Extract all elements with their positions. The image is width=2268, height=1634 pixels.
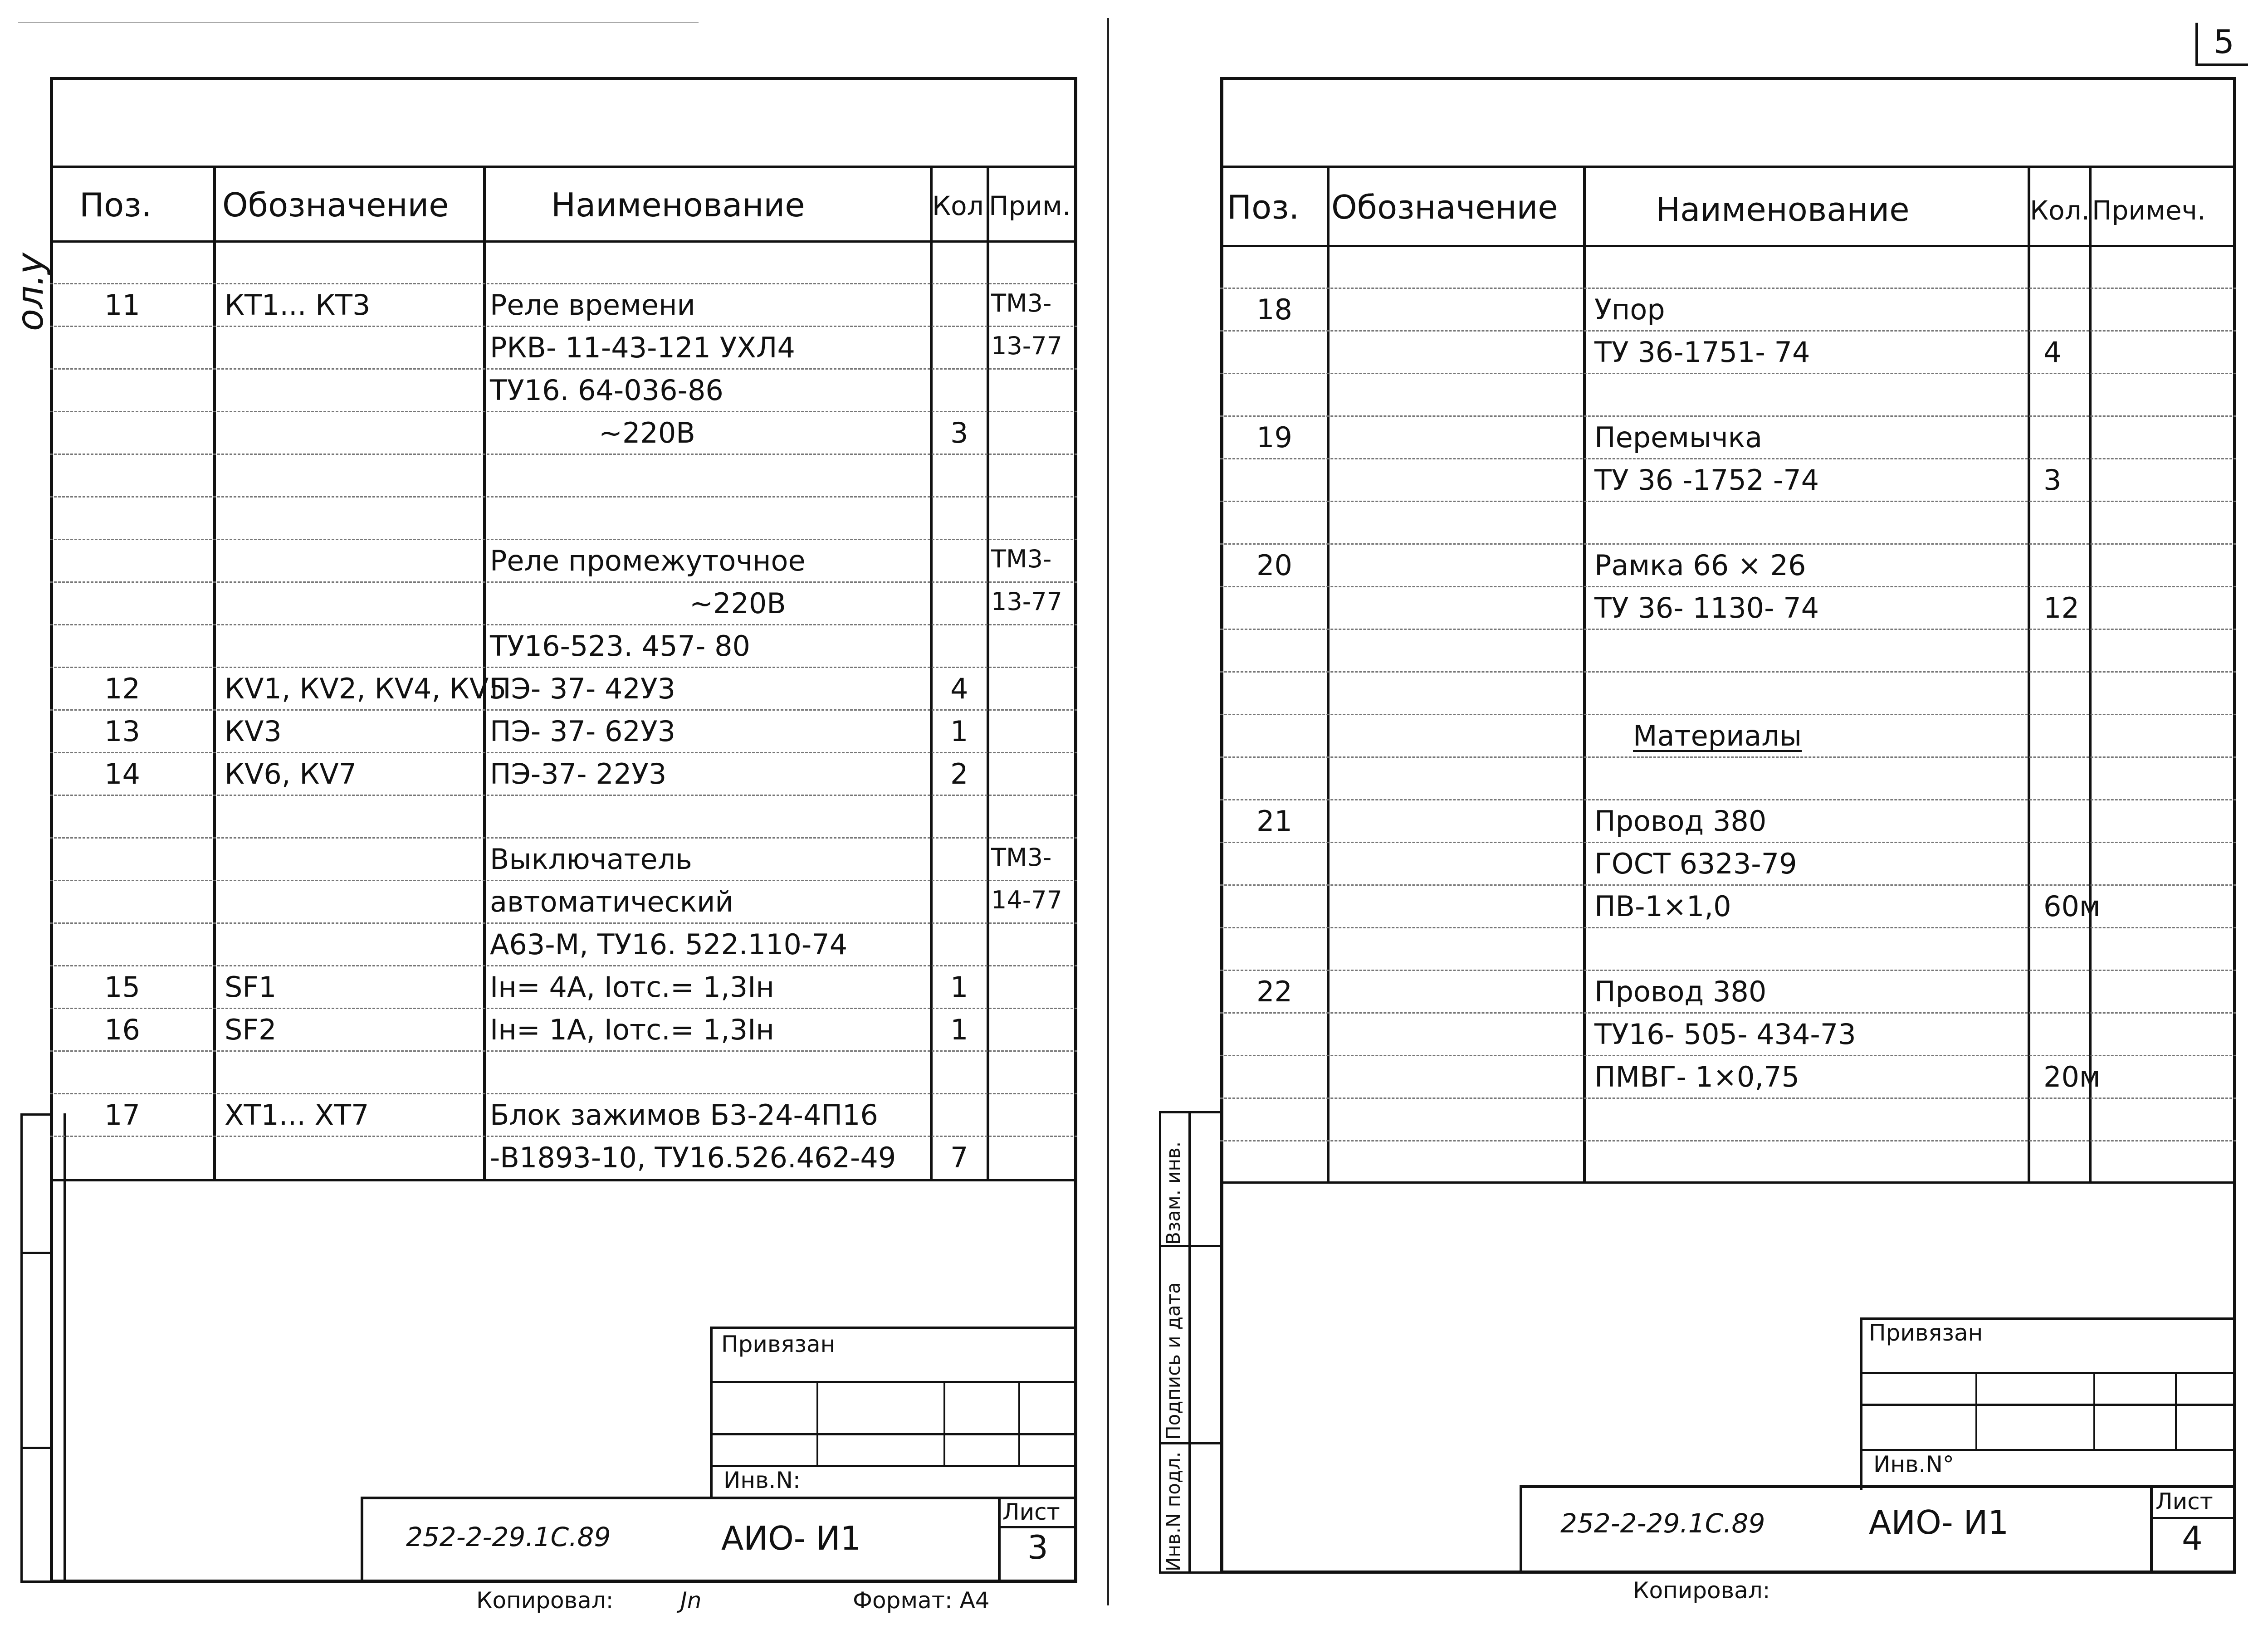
left-row-line [50,581,1077,583]
right-linked-label: Привязан [1869,1320,1983,1346]
right-row-line [1220,884,2236,886]
left-row-line [50,411,1077,412]
left-inv-label: Инв.N: [723,1467,801,1493]
right-cell-name: ГОСТ 6323-79 [1594,847,1797,880]
left-header-qty: Кол. [932,190,992,221]
right-cell-name: Провод 380 [1594,805,1767,838]
left-cell-note: ТМ3- [991,843,1052,872]
right-cell-name: ТУ 36 -1752 -74 [1594,463,1819,497]
right-row-line [1220,756,2236,758]
right-linked-col [2175,1372,2177,1449]
left-footer-copied: Копировал: [476,1587,614,1614]
left-cell-name: Iн= 1А, Iотс.= 1,3Iн [490,1013,774,1046]
left-cell-pos: 11 [104,288,140,322]
left-cell-note: ТМ3- [991,545,1052,573]
left-row-line [50,283,1077,284]
right-table-bottom [1220,1181,2236,1184]
center-fold-line [1107,18,1109,1605]
left-cell-name: ТУ16. 64-036-86 [490,374,723,407]
left-title-divider [998,1497,1001,1583]
right-sheet-number: 4 [2182,1519,2203,1557]
left-footer-format: Формат: А4 [853,1587,990,1614]
right-cell-name: ПВ-1×1,0 [1594,890,1731,923]
right-cell-pos: 21 [1256,805,1292,838]
right-header-name: Наименование [1656,190,1910,229]
right-header-note: Примеч. [2092,195,2206,226]
right-cell-name: Упор [1594,293,1665,326]
left-stamp-doc: АИО- И1 [721,1519,861,1557]
right-cell-pos: 20 [1256,549,1292,582]
left-row-line [50,922,1077,924]
left-cell-qty: 2 [950,757,968,790]
right-cell-name: Провод 380 [1594,975,1767,1008]
right-row-line [1220,714,2236,715]
right-header-designation: Обозначение [1331,188,1558,226]
left-row-line [50,837,1077,839]
side-label-inv-orig: Инв.N подл. [1162,1451,1184,1571]
top-scan-line [18,22,699,23]
left-footer-sign: Jn [680,1587,702,1614]
left-cell-qty: 1 [950,971,968,1004]
right-cell-name: ПМВГ- 1×0,75 [1594,1060,1799,1093]
right-cell-qty: 20м [2043,1060,2101,1093]
left-cell-pos: 15 [104,971,140,1004]
right-linked-row [1860,1404,2236,1406]
left-cell-qty: 4 [950,672,968,705]
right-row-line [1220,373,2236,374]
left-cell-designation: КV1, КV2, КV4, КV5 [225,672,507,705]
left-cell-name: ПЭ-37- 22У3 [490,757,667,790]
left-cell-name: ПЭ- 37- 62У3 [490,715,676,748]
left-cell-pos: 12 [104,672,140,705]
left-row-line [50,454,1077,455]
left-cell-designation: КV3 [225,715,282,748]
right-cell-qty: 60м [2043,890,2101,923]
left-row-line [50,667,1077,668]
side-label-replace-inv: Взам. инв. [1162,1141,1184,1245]
right-cell-name: Перемычка [1594,421,1763,454]
left-cell-name: Реле промежуточное [490,544,806,577]
left-row-line [50,496,1077,498]
left-cell-name: ТУ16-523. 457- 80 [490,629,750,663]
right-stamp-doc: АИО- И1 [1869,1503,2009,1541]
left-linked-row [710,1381,1077,1383]
right-row-line [1220,629,2236,630]
right-footer-copied: Копировал: [1633,1577,1770,1604]
left-row-line [50,1136,1077,1137]
left-binding-divider [20,1252,50,1254]
left-linked-col [1018,1381,1020,1465]
left-row-line [50,752,1077,753]
left-cell-name: Блок зажимов Б3-24-4П16 [490,1098,878,1132]
right-col-line [1327,166,1330,1181]
left-row-line [50,880,1077,881]
right-row-line [1220,288,2236,289]
left-cell-qty: 7 [950,1141,968,1174]
left-row-line [50,1008,1077,1009]
left-cell-designation: ХТ1... ХТ7 [225,1098,369,1132]
left-row-line [50,624,1077,625]
right-row-line [1220,1140,2236,1141]
left-cell-name: РКВ- 11-43-121 УХЛ4 [490,331,795,364]
side-label-sign-date: Подпись и дата [1162,1282,1184,1440]
left-row-line [50,368,1077,370]
left-sheet-number: 3 [1027,1528,1048,1566]
right-row-line [1220,1055,2236,1056]
right-binding-divider [1159,1442,1220,1444]
left-row-line [50,326,1077,327]
right-col-line [2028,166,2030,1181]
right-row-line [1220,330,2236,332]
right-row-line [1220,501,2236,502]
right-cell-qty: 3 [2043,463,2062,497]
right-linked-row [1860,1372,2236,1374]
right-linked-col [2093,1372,2095,1449]
left-table-bottom [50,1179,1077,1181]
right-row-line [1220,671,2236,673]
left-header-bottom [50,240,1077,243]
left-linked-col [943,1381,945,1465]
left-cell-qty: 1 [950,715,968,748]
right-header-bottom [1220,245,2236,247]
left-cell-note: 13-77 [991,332,1062,360]
left-cell-name: ~220В [689,587,786,620]
left-cell-pos: 17 [104,1098,140,1132]
left-cell-name: Реле времени [490,288,695,322]
left-cell-note: ТМ3- [991,289,1052,317]
right-title-divider [2150,1485,2153,1574]
right-cell-name: ТУ 36- 1130- 74 [1594,591,1819,624]
left-col-line [930,166,933,1179]
right-row-line [1220,970,2236,971]
left-cell-name: автоматический [490,885,733,918]
left-cell-note: 14-77 [991,886,1062,914]
left-header-pos: Поз. [79,186,152,224]
right-cell-pos: 22 [1256,975,1292,1008]
left-row-line [50,795,1077,796]
left-header-top [50,166,1077,168]
left-cell-designation: SF2 [225,1013,277,1046]
right-row-line [1220,1097,2236,1099]
left-cell-qty: 1 [950,1013,968,1046]
left-row-line [50,539,1077,540]
left-col-line [987,166,989,1179]
right-header-top [1220,166,2236,168]
corner-note: ол.у [9,253,51,331]
left-sheet-label: Лист [1002,1499,1060,1525]
left-header-note: Прим. [989,190,1071,221]
right-row-line [1220,1012,2236,1014]
right-cell-pos: 19 [1256,421,1292,454]
left-cell-pos: 13 [104,715,140,748]
right-stamp-code: 252-2-29.1С.89 [1560,1508,1765,1539]
left-cell-pos: 16 [104,1013,140,1046]
right-header-qty: Кол. [2030,195,2090,226]
right-cell-name: Материалы [1633,719,1802,752]
right-cell-qty: 4 [2043,336,2062,369]
left-linked-col [816,1381,818,1465]
left-binding-inner [64,1113,66,1583]
left-cell-name: А63-М, ТУ16. 522.110-74 [490,928,848,961]
left-header-name: Наименование [551,186,805,224]
right-cell-name: Рамка 66 × 26 [1594,549,1806,582]
left-cell-designation: КV6, КV7 [225,757,357,790]
right-row-line [1220,927,2236,928]
left-row-line [50,1093,1077,1094]
right-header-pos: Поз. [1227,188,1300,226]
right-binding-divider [1159,1245,1220,1247]
right-row-line [1220,458,2236,459]
left-cell-name: Выключатель [490,843,692,876]
left-row-line [50,965,1077,966]
left-row-line [50,709,1077,711]
left-cell-pos: 14 [104,757,140,790]
left-cell-note: 13-77 [991,587,1062,616]
right-col-line [2089,166,2092,1181]
left-col-line [213,166,216,1179]
left-cell-designation: КТ1... КТ3 [225,288,371,322]
right-cell-name: ТУ 36-1751- 74 [1594,336,1810,369]
page-number: 5 [2214,23,2234,61]
left-binding-strip [20,1113,50,1583]
left-header-designation: Обозначение [222,186,449,224]
right-sheet-label: Лист [2156,1488,2213,1515]
left-cell-name: ПЭ- 37- 42У3 [490,672,676,705]
right-row-line [1220,543,2236,545]
left-binding-divider [20,1447,50,1449]
right-col-line [1583,166,1586,1181]
right-cell-pos: 18 [1256,293,1292,326]
right-row-line [1220,415,2236,417]
right-row-line [1220,586,2236,587]
left-linked-label: Привязан [721,1331,836,1357]
left-cell-name: ~220В [599,416,695,449]
left-cell-name: Iн= 4А, Iотс.= 1,3Iн [490,971,774,1004]
left-stamp-code: 252-2-29.1С.89 [406,1522,611,1552]
right-cell-qty: 12 [2043,591,2079,624]
right-row-line [1220,842,2236,843]
left-cell-designation: SF1 [225,971,277,1004]
right-row-line [1220,799,2236,800]
left-linked-row [710,1433,1077,1435]
right-inv-label: Инв.N° [1873,1451,1954,1478]
right-binding-inner [1188,1111,1191,1574]
left-row-line [50,1050,1077,1052]
left-cell-qty: 3 [950,416,968,449]
right-linked-col [1975,1372,1977,1449]
left-cell-name: -В1893-10, ТУ16.526.462-49 [490,1141,896,1174]
right-cell-name: ТУ16- 505- 434-73 [1594,1018,1856,1051]
